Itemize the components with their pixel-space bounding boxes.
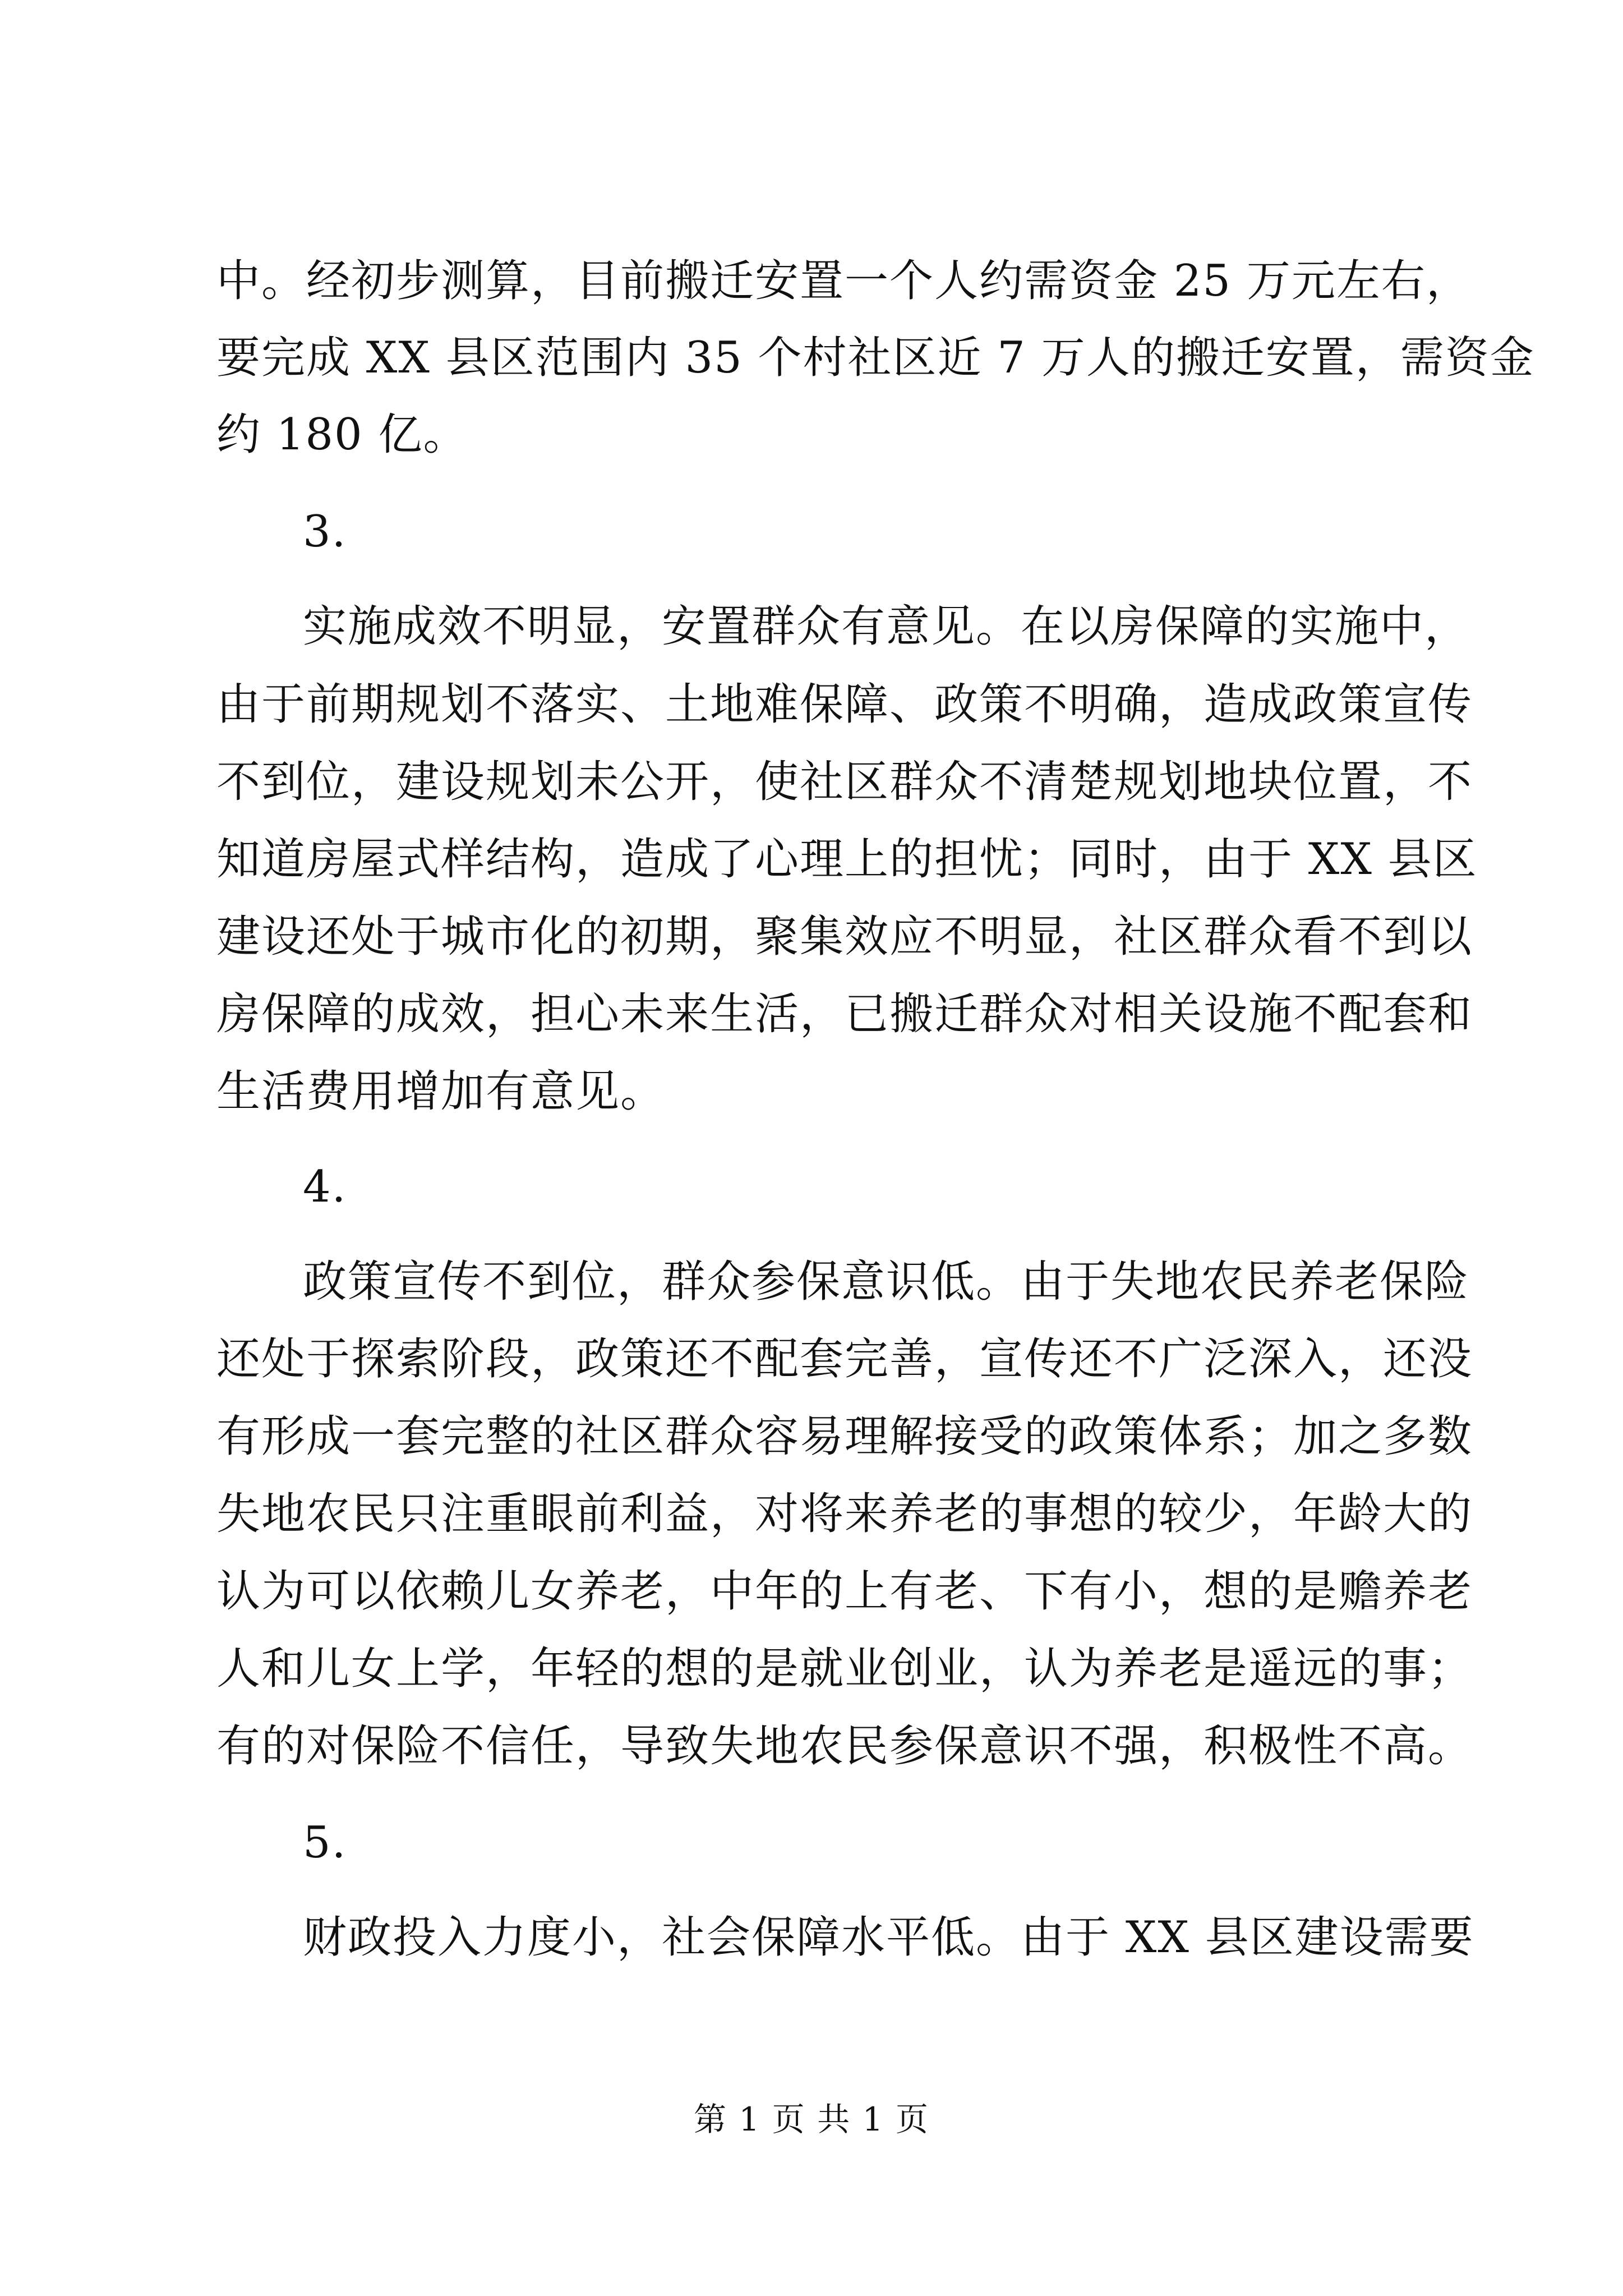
section-number: 4. — [303, 1162, 347, 1212]
text-line: 约 180 亿。 — [216, 409, 468, 460]
section-number: 5. — [303, 1818, 347, 1868]
text-line: 中。经初步测算，目前搬迁安置一个人约需资金 25 万元左右， — [216, 256, 1471, 306]
text-line: 知道房屋式样结构，造成了心理上的担忧；同时，由于 XX 县区 — [216, 834, 1478, 885]
paragraph-first-line: 政策宣传不到位，群众参保意识低。由于失地农民养老保险 — [303, 1257, 1470, 1307]
paragraph-first-line: 实施成效不明显，安置群众有意见。在以房保障的实施中， — [303, 601, 1470, 652]
text-line: 不到位，建设规划未公开，使社区群众不清楚规划地块位置，不 — [216, 757, 1473, 807]
paragraph-first-line: 财政投入力度小，社会保障水平低。由于 XX 县区建设需要 — [303, 1912, 1474, 1963]
text-line: 失地农民只注重眼前利益，对将来养老的事想的较少，年龄大的 — [216, 1489, 1473, 1539]
page-footer: 第 1 页 共 1 页 — [694, 2100, 929, 2138]
text-line: 由于前期规划不落实、土地难保障、政策不明确，造成政策宣传 — [216, 679, 1473, 730]
text-line: 还处于探索阶段，政策还不配套完善，宣传还不广泛深入，还没 — [216, 1334, 1473, 1384]
text-line: 生活费用增加有意见。 — [216, 1066, 666, 1117]
text-line: 认为可以依赖儿女养老，中年的上有老、下有小，想的是赡养老 — [216, 1566, 1473, 1617]
text-line: 建设还处于城市化的初期，聚集效应不明显，社区群众看不到以 — [216, 912, 1473, 962]
text-line: 房保障的成效，担心未来生活，已搬迁群众对相关设施不配套和 — [216, 989, 1473, 1039]
text-line: 要完成 XX 县区范围内 35 个村社区近 7 万人的搬迁安置，需资金 — [216, 333, 1535, 383]
text-line: 有形成一套完整的社区群众容易理解接受的政策体系；加之多数 — [216, 1411, 1473, 1462]
text-line: 人和儿女上学，年轻的想的是就业创业，认为养老是遥远的事； — [216, 1644, 1473, 1694]
text-line: 有的对保险不信任，导致失地农民参保意识不强，积极性不高。 — [216, 1721, 1473, 1772]
section-number: 3. — [303, 507, 347, 557]
